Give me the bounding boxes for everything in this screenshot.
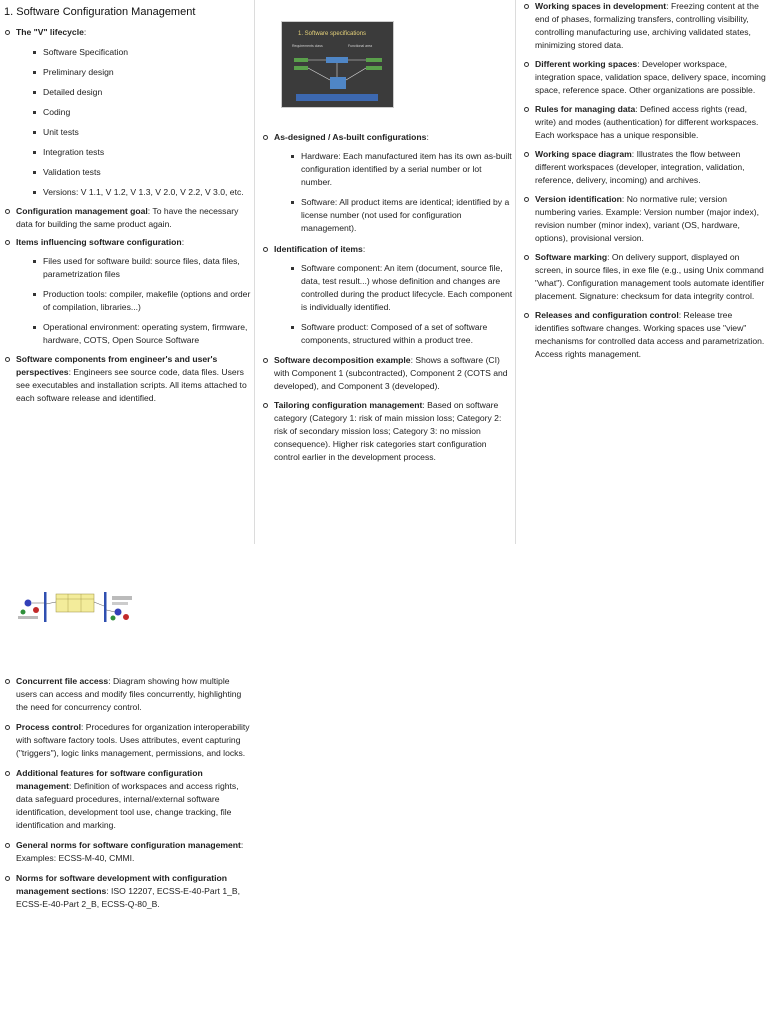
list-item-components bbox=[0, 353, 252, 405]
list-item-space-diagram bbox=[519, 148, 768, 187]
colon: : bbox=[83, 27, 87, 37]
item-text: : Examples: ECSS-M-40, CMMI. bbox=[16, 840, 244, 863]
influencing-heading: Items influencing software configuration bbox=[16, 237, 182, 247]
slide-thumbnail bbox=[281, 21, 394, 108]
item-heading: Process control bbox=[16, 722, 81, 732]
as-designed-item: Software: All product items are identical; identified by a license number (not used for configuration management). bbox=[274, 196, 513, 235]
item-text: : Definition of workspaces and access rights, data safeguard procedures, internal/external software identification, development tool use, change tracking, file identification and marking. bbox=[16, 781, 239, 830]
item-heading: Version identification bbox=[535, 194, 622, 204]
goal-heading: Configuration management goal bbox=[16, 206, 148, 216]
identification-item: Software component: An item (document, source file, data, test result...) whose definition and changes are controlled during the product lifecycle. Each component is individually identified. bbox=[274, 262, 513, 314]
item-text: : Defined access rights (read, write) and modes (authentication) for different workspaces. Each workspace has a unique responsible. bbox=[535, 104, 759, 140]
item-heading: Different working spaces bbox=[535, 59, 638, 69]
identification-heading: Identification of items bbox=[274, 244, 363, 254]
list-item-version-id bbox=[519, 193, 768, 245]
item-heading: Software marking bbox=[535, 252, 608, 262]
list-item-general-norms bbox=[0, 839, 250, 865]
influencing-item: Operational environment: operating system, firmware, hardware, COTS, Open Source Software bbox=[16, 321, 252, 347]
item-text: : Release tree identifies software changes. Working spaces use "view" mechanisms for controlled data access and parametrization. Access rights management. bbox=[535, 310, 765, 359]
item-heading: Working spaces in development bbox=[535, 1, 667, 11]
list-item-working-spaces bbox=[519, 0, 768, 52]
item-text: : Freezing content at the end of phases, formalizing transfers, controlling visibility, controlling manufacturing use, archiving validated states, minimizing stored data. bbox=[535, 1, 759, 50]
item-text: : Procedures for organization interoperability with software factory tools. Uses attributes, event capturing ("triggers"), logic links management, permissions, and locks. bbox=[16, 722, 250, 758]
as-designed-heading: As-designed / As-built configurations bbox=[274, 132, 427, 142]
list-item-tailoring bbox=[258, 399, 513, 464]
bottom-section bbox=[0, 675, 250, 911]
tailoring-text: : Based on software category (Category 1: risk of main mission loss; Category 2: risk of secondary mission loss; Category 3: no mission consequence). Higher risk categories start configuration control earlier in the development process. bbox=[274, 400, 502, 462]
page-title: 1. Software Configuration Management bbox=[4, 6, 196, 18]
item-heading: Rules for managing data bbox=[535, 104, 636, 114]
v-lifecycle-heading: The "V" lifecycle bbox=[16, 27, 84, 37]
as-designed-item: Hardware: Each manufactured item has its own as-built configuration identified by a serial number or lot number. bbox=[274, 150, 513, 189]
slide-diagram-image bbox=[282, 22, 393, 107]
goal-text: : To have the necessary data for building the same product again. bbox=[16, 206, 239, 229]
v-lifecycle-item: Preliminary design bbox=[16, 66, 252, 79]
list-item-marking bbox=[519, 251, 768, 303]
colon: : bbox=[362, 244, 366, 254]
influencing-item: Files used for software build: source files, data files, parametrization files bbox=[16, 255, 252, 281]
item-heading: Concurrent file access bbox=[16, 676, 109, 686]
components-text: : Engineers see source code, data files. Users see executables and installation scripts. All items attached to each software release and identified. bbox=[16, 367, 247, 403]
colon: : bbox=[181, 237, 185, 247]
decomposition-text: : Shows a software (CI) with Component 1 (subcontracted), Component 2 (COTS and developed), and Component 3 (developed). bbox=[274, 355, 508, 391]
item-text: : On delivery support, displayed on screen, in source files, in exe file (e.g., using Unix command "what"). Configuration management tools automate identifier placement. Signature: checksum for data integrity control. bbox=[535, 252, 765, 301]
v-lifecycle-item: Detailed design bbox=[16, 86, 252, 99]
item-heading: Additional features for software configuration management bbox=[16, 768, 203, 791]
v-lifecycle-item: Versions: V 1.1, V 1.2, V 1.3, V 2.0, V 2.2, V 3.0, etc. bbox=[16, 186, 252, 199]
list-item-v-lifecycle bbox=[0, 26, 252, 199]
list-item-different-spaces bbox=[519, 58, 768, 97]
list-item-additional-features bbox=[0, 767, 250, 832]
column-1 bbox=[0, 0, 252, 405]
list-item-dev-norms bbox=[0, 872, 250, 911]
slide-label-right: Functional area bbox=[348, 44, 373, 48]
column-2 bbox=[258, 131, 513, 464]
list-item-concurrent-access bbox=[0, 675, 250, 714]
list-item-decomposition bbox=[258, 354, 513, 393]
v-lifecycle-item: Unit tests bbox=[16, 126, 252, 139]
list-item-process-control bbox=[0, 721, 250, 760]
list-item-releases bbox=[519, 309, 768, 361]
list-item-influencing bbox=[0, 236, 252, 347]
item-heading: Releases and configuration control bbox=[535, 310, 679, 320]
item-text: : Diagram showing how multiple users can access and modify files concurrently, highlighting the need for concurrency control. bbox=[16, 676, 242, 712]
components-heading: Software components from engineer's and user's perspectives bbox=[16, 354, 218, 377]
list-item-identification bbox=[258, 243, 513, 347]
item-text: : No normative rule; version numbering varies. Example: Version number (major index), revision number (minor index), variant (OS, hardware, options), provisional version. bbox=[535, 194, 760, 243]
slide-label-left: Requirements class bbox=[292, 44, 323, 48]
item-text: : ISO 12207, ECSS-E-40-Part 1_B, ECSS-E-40-Part 2_B, ECSS-Q-80_B. bbox=[16, 886, 241, 909]
item-heading: Working space diagram bbox=[535, 149, 632, 159]
decomposition-heading: Software decomposition example bbox=[274, 355, 411, 365]
item-text: : Developer workspace, integration space, validation space, delivery space, incoming space, reference space. Other organizations are possible. bbox=[535, 59, 766, 95]
list-item-rules bbox=[519, 103, 768, 142]
influencing-item: Production tools: compiler, makefile (options and order of compilation, libraries...) bbox=[16, 288, 252, 314]
v-lifecycle-item: Software Specification bbox=[16, 46, 252, 59]
list-item-as-designed bbox=[258, 131, 513, 235]
v-lifecycle-item: Integration tests bbox=[16, 146, 252, 159]
tailoring-heading: Tailoring configuration management bbox=[274, 400, 423, 410]
list-item-goal bbox=[0, 205, 252, 231]
concurrent-access-diagram bbox=[18, 590, 134, 624]
v-lifecycle-item: Validation tests bbox=[16, 166, 252, 179]
item-heading: General norms for software configuration management bbox=[16, 840, 241, 850]
item-heading: Norms for software development with configuration management sections bbox=[16, 873, 228, 896]
item-text: : Illustrates the flow between different workspaces (developer, integration, validation, reference, delivery, incoming) and archives. bbox=[535, 149, 745, 185]
colon: : bbox=[426, 132, 429, 142]
slide-title: 1. Software specifications bbox=[298, 31, 367, 37]
identification-item: Software product: Composed of a set of software components, structured within a product tree. bbox=[274, 321, 513, 347]
diagram-image bbox=[18, 590, 134, 624]
v-lifecycle-item: Coding bbox=[16, 106, 252, 119]
column-3 bbox=[519, 0, 768, 361]
